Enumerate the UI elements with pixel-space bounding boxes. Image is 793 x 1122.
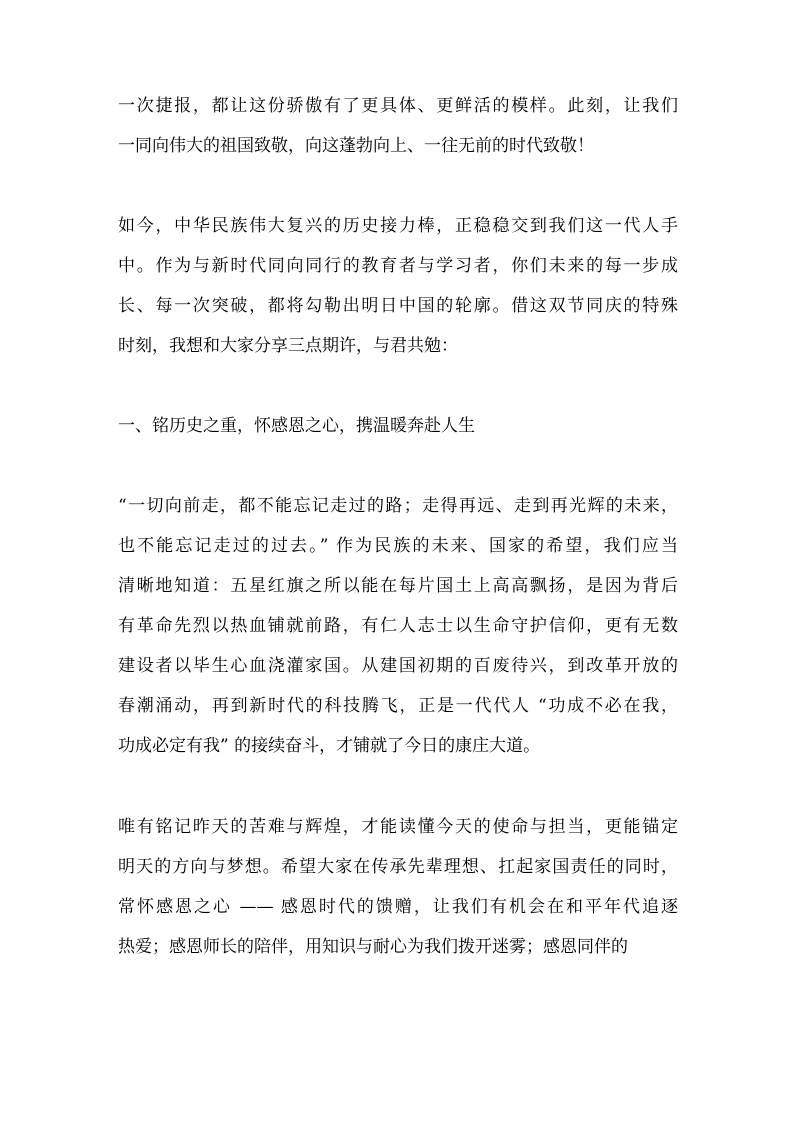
- text-line: 清晰地知道：五星红旗之所以能在每片国土上高高飘扬，是因为背后: [118, 576, 678, 596]
- text-line: 如今，中华民族伟大复兴的历史接力棒，正稳稳交到我们这一代人手: [118, 216, 678, 236]
- text-line: 一同向伟大的祖国致敬，向这蓬勃向上、一往无前的时代致敬！: [118, 136, 594, 156]
- text-line: 有革命先烈以热血铺就前路，有仁人志士以生命守护信仰，更有无数: [118, 616, 678, 636]
- text-line: 一、铭历史之重，怀感恩之心，携温暖奔赴人生: [118, 416, 475, 436]
- text-line: 一次捷报，都让这份骄傲有了更具体、更鲜活的模样。此刻，让我们: [118, 96, 678, 116]
- text-line: 唯有铭记昨天的苦难与辉煌，才能读懂今天的使命与担当，更能锚定: [118, 817, 678, 837]
- text-line: 时刻，我想和大家分享三点期许，与君共勉：: [118, 336, 458, 356]
- text-line: 中。作为与新时代同向同行的教育者与学习者，你们未来的每一步成: [118, 256, 678, 276]
- text-line: 建设者以毕生心血浇灌家国。从建国初期的百废待兴，到改革开放的: [118, 656, 678, 676]
- text-line: 明天的方向与梦想。希望大家在传承先辈理想、扛起家国责任的同时，: [118, 857, 678, 877]
- text-line: 长、每一次突破，都将勾勒出明日中国的轮廓。借这双节同庆的特殊: [118, 296, 678, 316]
- text-line: 功成必定有我” 的接续奋斗，才铺就了今日的康庄大道。: [118, 736, 541, 756]
- text-line: 也不能忘记走过的过去。” 作为民族的未来、国家的希望，我们应当: [118, 536, 678, 556]
- text-line: “一切向前走，都不能忘记走过的路；走得再远、走到再光辉的未来，: [118, 496, 678, 516]
- text-line: 常怀感恩之心 —— 感恩时代的馈赠，让我们有机会在和平年代追逐: [118, 897, 678, 917]
- text-line: 热爱；感恩师长的陪伴，用知识与耐心为我们拨开迷雾；感恩同伴的: [118, 937, 628, 957]
- text-line: 春潮涌动，再到新时代的科技腾飞，正是一代代人 “功成不必在我，: [118, 696, 678, 716]
